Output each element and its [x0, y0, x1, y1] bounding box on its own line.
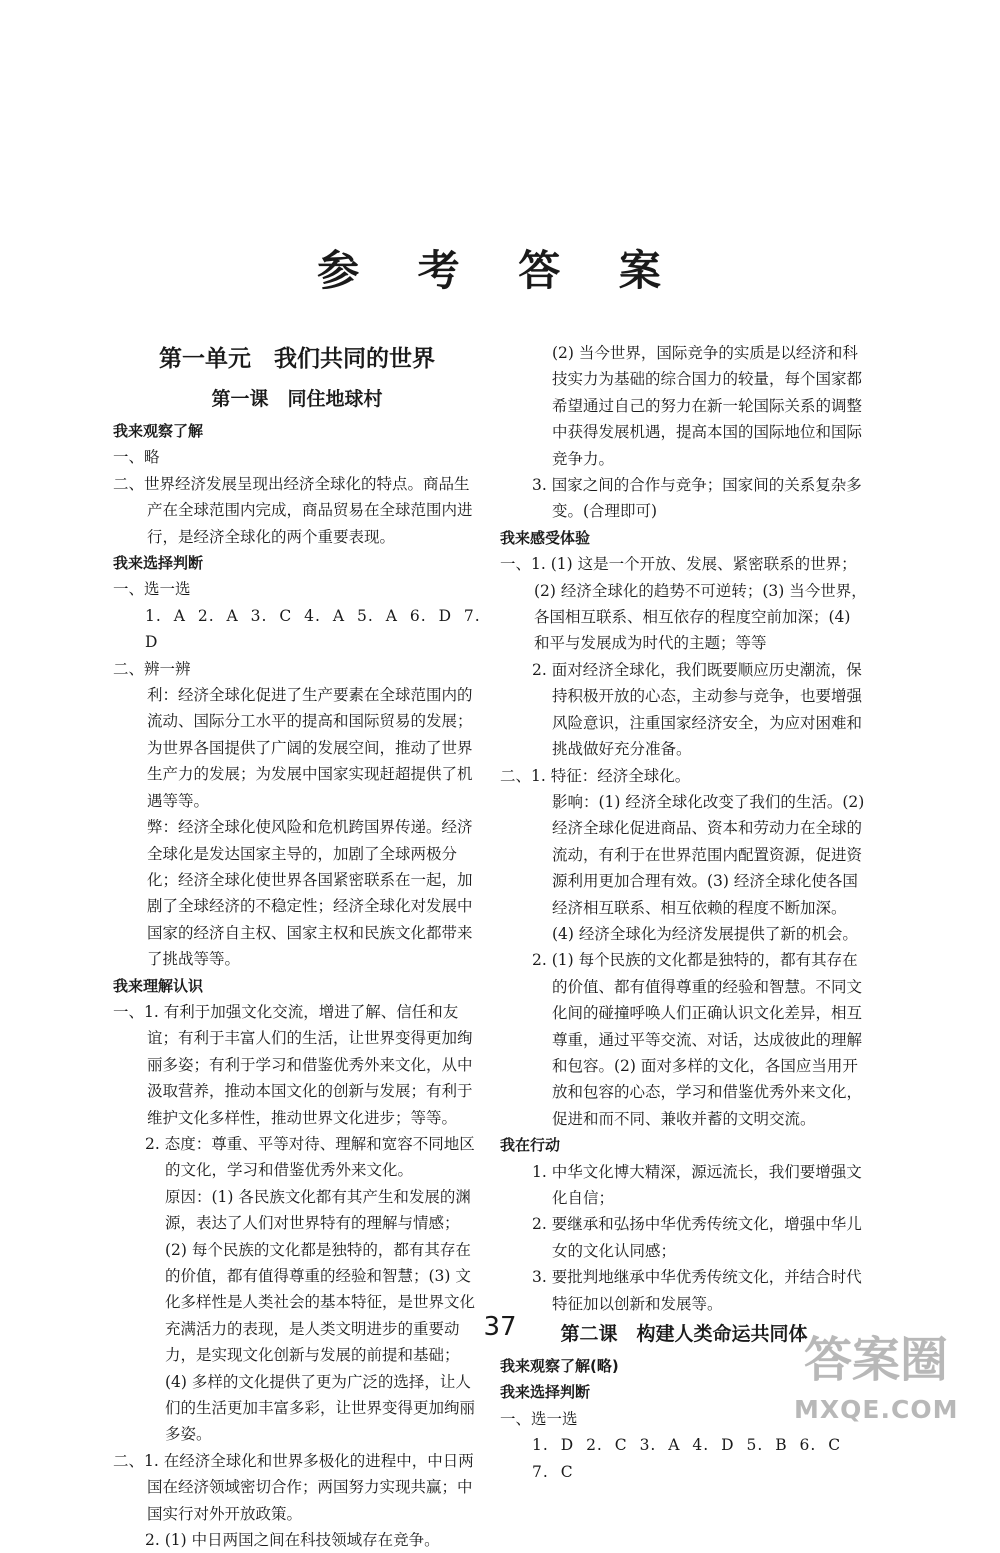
lesson-title-2: 第二课 构建人类命运共同体 [560, 1323, 808, 1346]
section-heading-observe: 我来观察了解 [113, 422, 204, 440]
watermark-logo [784, 1315, 984, 1435]
choice-answers: 1. D 2. C 3. A 4. D 5. B 6. C 7. C [532, 1436, 842, 1481]
section-heading-understand: 我来理解认识 [113, 976, 204, 995]
answer-text: 一、选一选 [500, 1409, 578, 1428]
page-number: 37 [483, 1312, 517, 1342]
left-column [113, 340, 481, 1553]
unit-title: 第一单元 我们共同的世界 [159, 346, 435, 372]
section-heading-observe-2: 我来观察了解(略) [500, 1357, 619, 1376]
watermark-glyphs: 答案圈 [804, 1332, 949, 1388]
answer-text: 2. 面对经济全球化，我们既要顺应历史潮流，保持积极开放的心态，主动参与竞争，也要增强风险意识，注重国家经济安全，为应对困难和挑战做好充分准备。 [532, 660, 863, 759]
page-title: 参 考 答 案 [317, 246, 683, 295]
answer-text: 二、世界经济发展呈现出经济全球化的特点。商品生产在全球范围内完成，商品贸易在全球范围内进行，是经济全球化的两个重要表现。 [113, 474, 473, 546]
answer-text: 1. 中华文化博大精深，源远流长，我们要增强文化自信； [532, 1162, 862, 1207]
answer-text: 一、选一选 [113, 580, 191, 599]
answer-text: 2. (1) 中日两国之间在科技领域存在竞争。 [145, 1531, 440, 1550]
lesson-title: 第一课 同住地球村 [211, 388, 383, 410]
answer-text: 一、1. (1) 这是一个开放、发展、紧密联系的世界；(2) 经济全球化的趋势不可逆转；(3) 当今世界，各国相互联系、相互依存的程度空前加深；(4) 和平与发展成为时代的主题；等等 [500, 555, 867, 653]
choice-answers: 1. A 2. A 3. C 4. A 5. A 6. D 7. D [145, 606, 481, 652]
answer-text: (2) 当今世界，国际竞争的实质是以经济和科技实力为基础的综合国力的较量，每个国家都希望通过自己的努力在新一轮国际关系的调整中获得发展机遇，提高本国的国际地位和国际竞争力。 [552, 344, 863, 468]
answer-text: 二、1. 在经济全球化和世界多极化的进程中，中日两国在经济领域密切合作；两国努力实现共赢；中国实行对外开放政策。 [113, 1451, 474, 1523]
answer-text: 二、1. 特征：经济全球化。 [500, 766, 691, 785]
watermark-url: MXQE.COM [794, 1395, 959, 1424]
answer-text: 2. (1) 每个民族的文化都是独特的，都有其存在的价值、都有值得尊重的经验和智慧。不同文化间的碰撞呼唤人们正确认识文化差异，相互尊重，通过平等交流、对话，达成彼此的理解和包容。(2) 面对多样的文化，各国应当用开放和包容的心态，学习和借鉴优秀外来文化，促进和而不同、兼收并蓄的文明交流。 [532, 951, 863, 1128]
answer-text: 影响：(1) 经济全球化改变了我们的生活。(2) 经济全球化促进商品、资本和劳动力在全球的流动，有利于在世界范围内配置资源，促进资源利用更加合理有效。(3) 经济全球化使各国经济相互联系、相互依赖的程度不断加深。(4) 经济全球化为经济发展提供了新的机会。 [552, 792, 865, 943]
answer-text: 3. 国家之间的合作与竞争；国家间的关系复杂多变。(合理即可) [532, 476, 862, 521]
answer-text: 一、1. 有利于加强文化交流，增进了解、信任和友谊；有利于丰富人们的生活，让世界变得更加绚丽多姿；有利于学习和借鉴优秀外来文化，从中汲取营养，推动本国文化的创新与发展；有利于维护文化多样性，推动世界文化进步；等等。 [113, 1002, 473, 1127]
answer-text: 2. 态度：尊重、平等对待、理解和宽容不同地区的文化，学习和借鉴优秀外来文化。 [145, 1134, 475, 1180]
section-heading-action: 我在行动 [500, 1136, 561, 1155]
answer-text: 弊：经济全球化使风险和危机跨国界传递。经济全球化是发达国家主导的，加剧了全球两极分化；经济全球化使世界各国紧密联系在一起，加剧了全球经济的不稳定性；经济全球化对发展中国家的经济自主权、国家主权和民族文化都带来了挑战等等。 [147, 818, 473, 969]
answer-text: 二、辨一辨 [113, 659, 191, 678]
section-heading-feel: 我来感受体验 [500, 528, 591, 547]
answer-text: 2. 要继承和弘扬中华优秀传统文化，增强中华儿女的文化认同感； [532, 1215, 862, 1260]
section-heading-choose: 我来选择判断 [113, 554, 204, 573]
answer-text: 利：经济全球化促进了生产要素在全球范围内的流动、国际分工水平的提高和国际贸易的发展；为世界各国提供了广阔的发展空间，推动了世界生产力的发展；为发展中国家实现赶超提供了机遇等等。 [147, 686, 473, 810]
answer-text: 一、略 [113, 448, 160, 467]
answer-text: 3. 要批判地继承中华优秀传统文化，并结合时代特征加以创新和发展等。 [532, 1268, 862, 1313]
section-heading-choose-2: 我来选择判断 [500, 1383, 591, 1402]
answer-text: 原因：(1) 各民族文化都有其产生和发展的渊源，表达了人们对世界特有的理解与情感；(2) 每个民族的文化都是独特的，都有其存在的价值，都有值得尊重的经验和智慧；(3) 文化多样性是人类社会的基本特征，是世界文化充满活力的表现，是人类文明进步的重要动力，是实现文化创新与发展的前提和基础；(4) 多样的文化提供了更为广泛的选择，让人们的生活更加丰富多彩，让世界变得更加绚丽多姿。 [165, 1187, 476, 1444]
